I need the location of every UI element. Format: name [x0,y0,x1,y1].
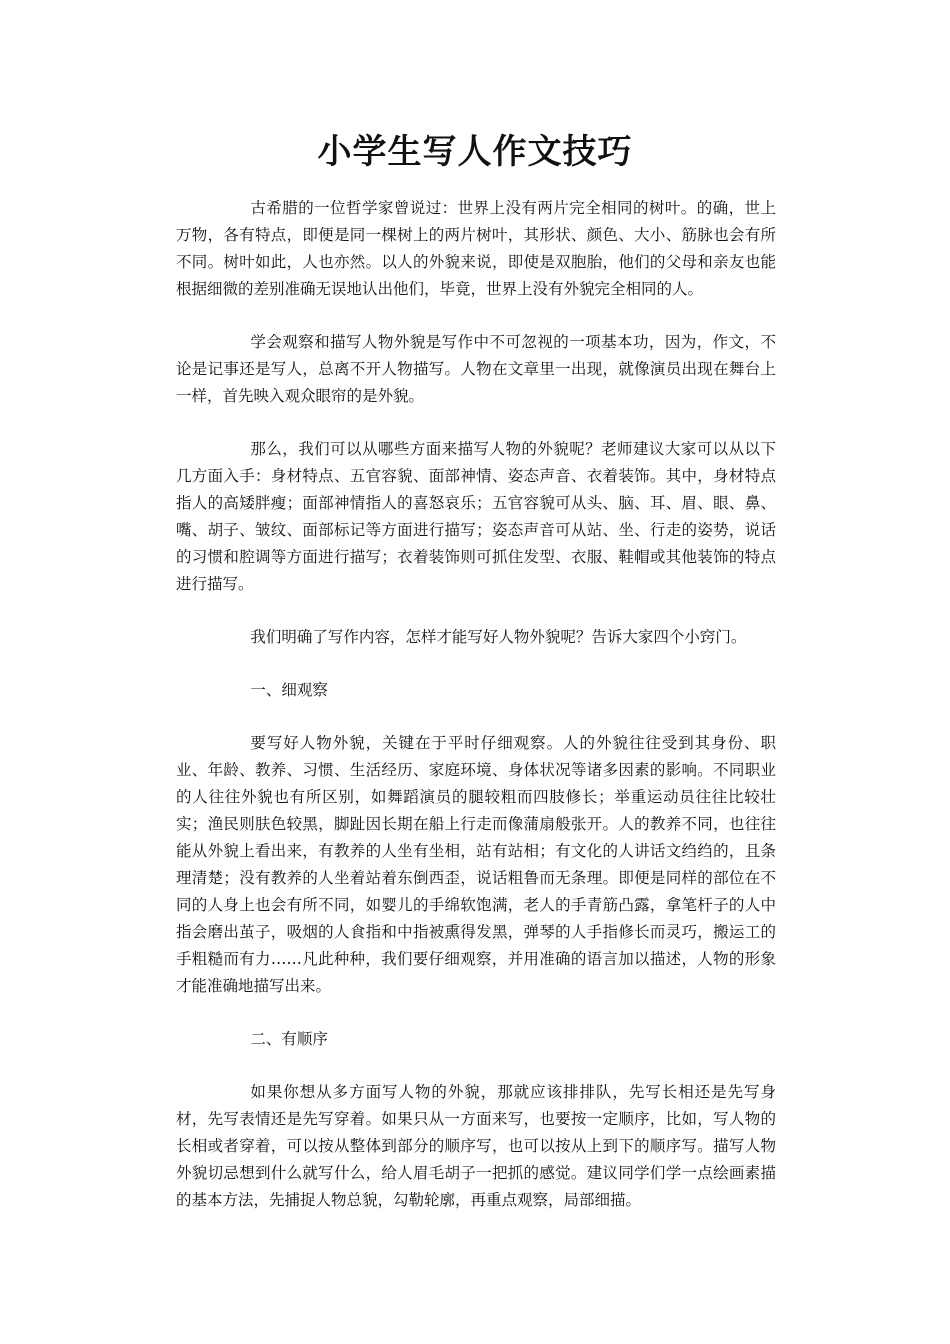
paragraph-importance: 学会观察和描写人物外貌是写作中不可忽视的一项基本功，因为，作文，不论是记事还是写人，总离不开人物描写。人物在文章里一出现，就像演员出现在舞台上一样，首先映入观众眼帘的是外貌。 [176,333,776,405]
document-title: 小学生写人作文技巧 [317,132,633,172]
document-body [176,195,776,1240]
paragraph-aspects: 那么，我们可以从哪些方面来描写人物的外貌呢？老师建议大家可以从以下几方面入手：身材特点、五官容貌、面部神情、姿态声音、衣着装饰。其中，身材特点指人的高矮胖瘦；面部神情指人的喜怒哀乐；五官容貌可从头、脑、耳、眉、眼、鼻、嘴、胡子、皱纹、面部标记等方面进行描写；姿态声音可从站、坐、行走的姿势，说话的习惯和腔调等方面进行描写；衣着装饰则可抓住发型、衣服、鞋帽或其他装饰的特点进行描写。 [176,440,776,593]
paragraph-intro: 古希腊的一位哲学家曾说过：世界上没有两片完全相同的树叶。的确，世上万物，各有特点，即便是同一棵树上的两片树叶，其形状、颜色、大小、筋脉也会有所不同。树叶如此，人也亦然。以人的外貌来说，即使是双胞胎，他们的父母和亲友也能根据细微的差别准确无误地认出他们，毕竟，世界上没有外貌完全相同的人。 [176,199,776,298]
section-heading-observe: 一、细观察 [250,681,328,699]
section-heading-order: 二、有顺序 [250,1030,328,1048]
paragraph-observe: 要写好人物外貌，关键在于平时仔细观察。人的外貌往往受到其身份、职业、年龄、教养、习惯、生活经历、家庭环境、身体状况等诸多因素的影响。不同职业的人往往外貌也有所区别，如舞蹈演员的腿较粗而四肢修长；举重运动员往往比较壮实；渔民则肤色较黑，脚趾因长期在船上行走而像蒲扇般张开。人的教养不同，也往往能从外貌上看出来，有教养的人坐有坐相，站有站相；有文化的人讲话文绉绉的，且条理清楚；没有教养的人坐着站着东倒西歪，说话粗鲁而无条理。即便是同样的部位在不同的人身上也会有所不同，如婴儿的手绵软饱满，老人的手青筋凸露，拿笔杆子的人中指会磨出茧子，吸烟的人食指和中指被熏得发黑，弹琴的人手指修长而灵巧，搬运工的手粗糙而有力……凡此种种，我们要仔细观察，并用准确的语言加以描述，人物的形象才能准确地描写出来。 [176,734,776,995]
paragraph-tips-intro: 我们明确了写作内容，怎样才能写好人物外貌呢？告诉大家四个小窍门。 [250,628,747,646]
paragraph-order: 如果你想从多方面写人物的外貌，那就应该排排队，先写长相还是先写身材，先写表情还是先写穿着。如果只从一方面来写，也要按一定顺序，比如，写人物的长相或者穿着，可以按从整体到部分的顺序写，也可以按从上到下的顺序写。描写人物外貌切忌想到什么就写什么，给人眉毛胡子一把抓的感觉。建议同学们学一点绘画素描的基本方法，先捕捉人物总貌，勾勒轮廓，再重点观察，局部细描。 [176,1083,776,1209]
